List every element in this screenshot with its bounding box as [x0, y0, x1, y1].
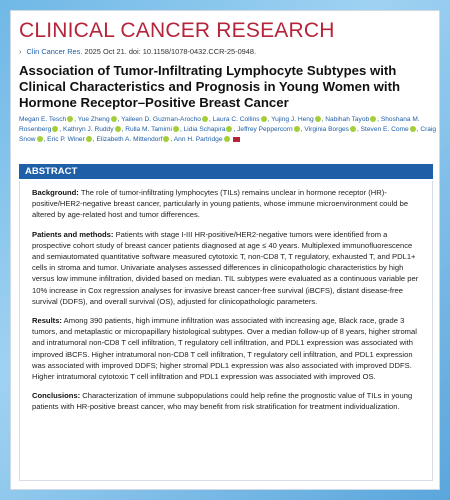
author-separator: ,	[321, 116, 326, 123]
author-link[interactable]: Yaileen D. Guzman-Arocho	[121, 116, 201, 123]
abstract-header: ABSTRACT	[19, 164, 433, 179]
section-label: Background:	[32, 188, 79, 197]
author-separator: ,	[92, 136, 97, 144]
author-separator: ,	[233, 126, 238, 134]
section-label: Results:	[32, 316, 62, 326]
author-separator: ,	[179, 126, 184, 134]
orcid-icon[interactable]	[111, 116, 117, 122]
journal-name: CLINICAL CANCER RESEARCH	[19, 19, 335, 42]
abstract-results	[32, 315, 424, 382]
author-link[interactable]: Yue Zheng	[77, 116, 110, 123]
email-icon[interactable]	[233, 137, 240, 142]
abstract-conclusions	[32, 390, 424, 412]
author-link[interactable]: Steven E. Come	[360, 126, 409, 134]
orcid-icon[interactable]	[410, 126, 416, 132]
author-separator: ,	[170, 136, 174, 144]
orcid-icon[interactable]	[173, 126, 179, 132]
author-link[interactable]: Lidia Schapira	[183, 126, 226, 134]
author-link[interactable]: Virginia Borges	[304, 126, 349, 134]
orcid-icon[interactable]	[37, 136, 43, 142]
orcid-icon[interactable]	[202, 116, 208, 122]
abstract-body	[19, 181, 433, 481]
orcid-icon[interactable]	[52, 126, 58, 132]
orcid-icon[interactable]	[115, 126, 121, 132]
author-link[interactable]: Yujing J. Heng	[271, 116, 314, 123]
orcid-icon[interactable]	[294, 126, 300, 132]
author-list	[19, 115, 437, 146]
author-link[interactable]: Eric P. Winer	[47, 136, 85, 144]
orcid-icon[interactable]	[86, 136, 92, 142]
chevron-right-icon: ›	[19, 47, 22, 56]
citation	[19, 47, 256, 56]
section-text: The role of tumor-infiltrating lymphocytes (TILs) remains unclear in hormone receptor (HR)-positive/HER2-negative breast cancer, particularly in young patients, whose immune microenvironment could be altered by age-related host and tumor differences.	[32, 188, 409, 220]
orcid-icon[interactable]	[163, 136, 169, 142]
author-separator: ,	[74, 116, 78, 123]
orcid-icon[interactable]	[350, 126, 356, 132]
orcid-icon[interactable]	[226, 126, 232, 132]
section-text: Patients with stage I-III HR-positive/HER2-negative tumors were identified from a prospective cohort study of breast cancer patients diagnosed at age ≤ 40 years. Multiplexed immunofluorescence and semiautomated quantitative software measured cytotoxic T, non-CD8 T, T regulatory, exhausted T, and PDL1+ cells in stroma and tumor. Univariate analyses assessed differences in clinicopathologic characteristics by high versus low immune infiltration, divided based on median. TIL subtypes were evaluated as a continuous variable per 10% increase in Cox regression analyses for invasive breast cancer-free survival (iBCFS), distant disease-free survival (DDFS), and overall survival (OS), adjusted for clinicopathologic parameters.	[32, 229, 419, 306]
author-separator: ,	[356, 126, 361, 134]
author-link[interactable]: Kathryn J. Ruddy	[62, 126, 114, 134]
author-separator: ,	[416, 126, 421, 134]
section-text: Characterization of immune subpopulations could help refine the prognostic value of TILs in young patients with HR-positive breast cancer, who may benefit from risk stratification for treatment individualization.	[32, 391, 413, 412]
orcid-icon[interactable]	[315, 116, 321, 122]
citation-details: 2025 Oct 21. doi: 10.1158/1078-0432.CCR-25-0948.	[84, 47, 257, 56]
author-link[interactable]: Jeffrey Peppercorn	[237, 126, 293, 134]
orcid-icon[interactable]	[224, 136, 230, 142]
author-link[interactable]: Megan E. Tesch	[19, 116, 67, 123]
abstract-background	[32, 187, 424, 221]
author-separator: ,	[121, 126, 126, 134]
author-separator: ,	[59, 126, 63, 134]
orcid-icon[interactable]	[67, 116, 73, 122]
author-separator: ,	[377, 116, 381, 123]
section-text: Among 390 patients, high immune infiltration was associated with increasing age, Black race, grade 3 tumors, and metaplastic or micropapillary histological subtypes. Over a median follow-up of 8 years, higher stromal and intratumoral non-CD8 T cell infiltration, T regulatory cell infiltration, and PDL1 expression was associated with improved iBCFS. Higher intratumoral non-CD8 T cell infiltration, T regulatory cell infiltration, and PDL1 expression was associated with improved DDFS; higher stromal PDL1 expression was also associated with improved DDFS. Higher intratumoral cytotoxic T cell infiltration and PDL1 expression was associated with improved OS.	[32, 316, 417, 382]
author-link[interactable]: Shoshana M. Rosenberg	[19, 116, 420, 134]
author-separator: ,	[117, 116, 122, 123]
author-separator: ,	[208, 116, 213, 123]
author-separator: ,	[267, 116, 272, 123]
orcid-icon[interactable]	[261, 116, 267, 122]
article-title: Association of Tumor-Infiltrating Lymphocyte Subtypes with Clinical Characteristics and Prognosis in Young Women with Hormone Receptor–Positive Breast Cancer	[19, 63, 401, 110]
article-card	[10, 10, 440, 490]
author-link[interactable]: Craig Snow	[19, 126, 437, 144]
citation-journal-link[interactable]: Clin Cancer Res.	[26, 47, 83, 56]
author-separator: ,	[43, 136, 48, 144]
author-separator: ,	[300, 126, 305, 134]
section-label: Conclusions:	[32, 391, 81, 401]
author-link[interactable]: Ann H. Partridge	[173, 136, 223, 144]
author-link[interactable]: Laura C. Collins	[212, 116, 260, 123]
abstract-methods	[32, 229, 424, 307]
section-label: Patients and methods:	[32, 229, 114, 239]
author-link[interactable]: Nabihah Tayob	[325, 116, 370, 123]
orcid-icon[interactable]	[370, 116, 376, 122]
author-link[interactable]: Elizabeth A. Mittendorf	[96, 136, 163, 144]
author-link[interactable]: Rulla M. Tamimi	[125, 126, 172, 134]
